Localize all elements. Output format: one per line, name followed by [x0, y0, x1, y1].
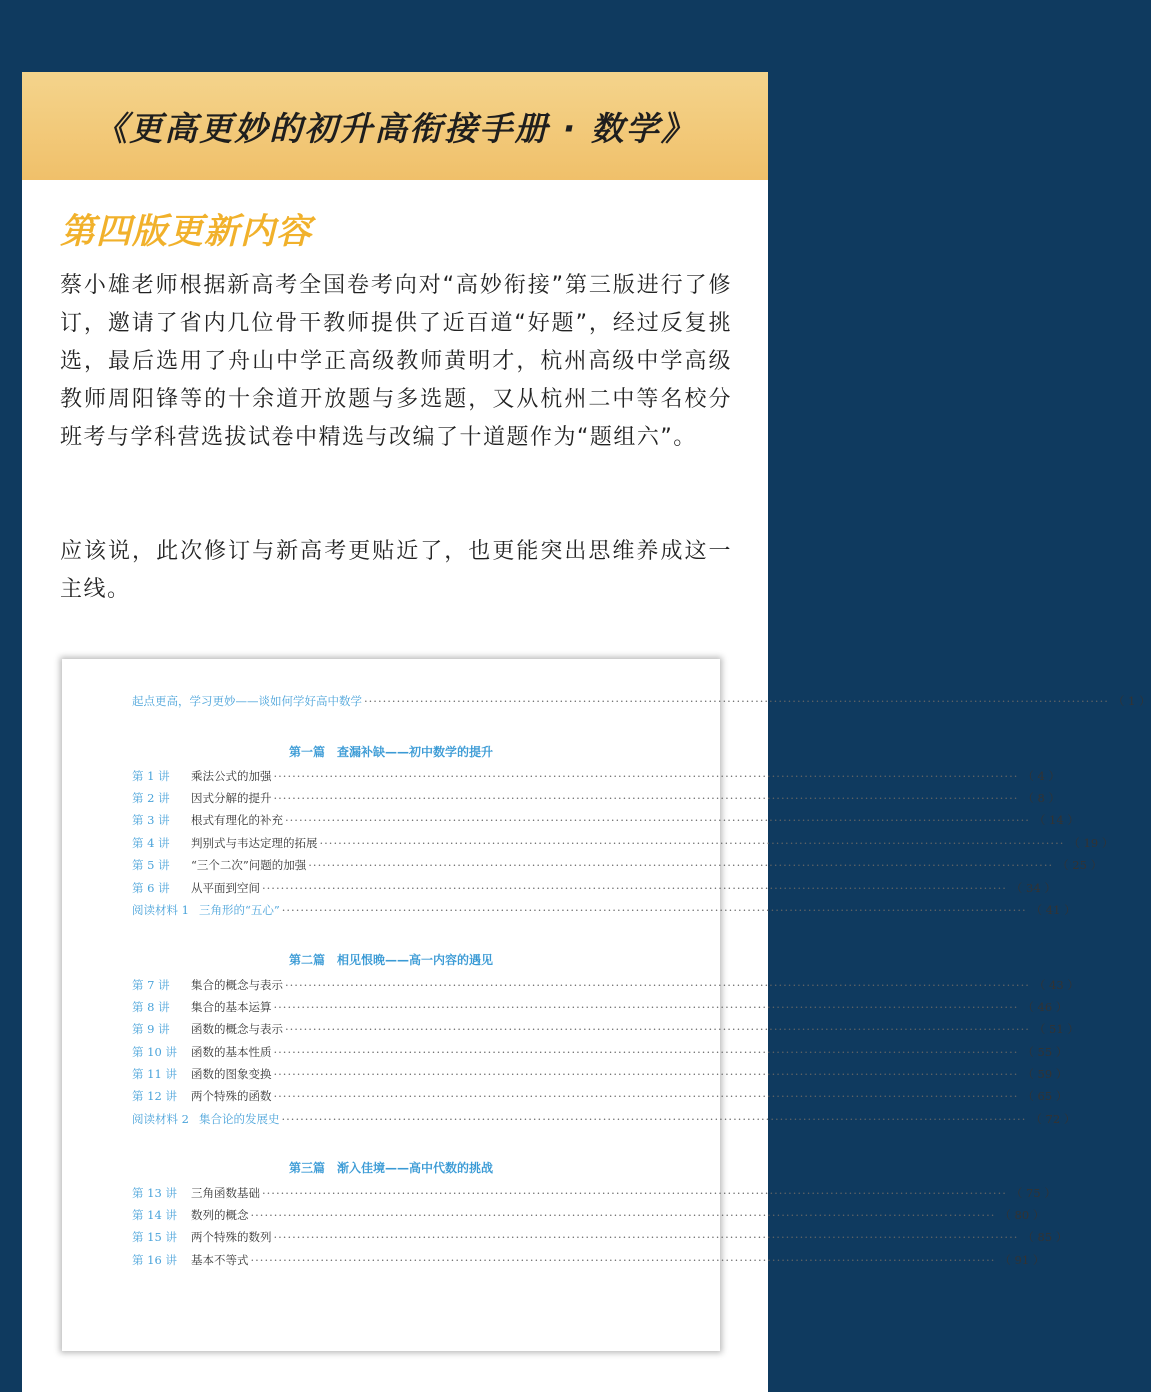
- lesson-title: 数列的概念: [191, 1208, 249, 1222]
- update-summary: 应该说，此次修订与新高考更贴近了，也更能突出思维养成这一主线。: [60, 539, 732, 602]
- toc-lesson: [132, 999, 1068, 1015]
- lesson-title: 函数的概念与表示: [191, 1022, 283, 1036]
- toc-leader-dots: ································································································································································: [319, 836, 1065, 850]
- lesson-page: （ 85 ）: [1022, 1230, 1068, 1244]
- toc-leader-dots: ································································································································································: [273, 1067, 1019, 1081]
- toc-lesson: [132, 1021, 1079, 1037]
- reading-page: （ 72 ）: [1030, 1112, 1076, 1126]
- lesson-page: （ 55 ）: [1022, 1045, 1068, 1059]
- toc-lesson: [132, 857, 1103, 873]
- lesson-title: 因式分解的提升: [191, 791, 272, 805]
- lesson-number: 第 9 讲: [132, 1022, 170, 1036]
- lesson-number: 第 1 讲: [132, 769, 170, 783]
- toc-leader-dots: ································································································································································: [285, 978, 1030, 992]
- lesson-page: （ 19 ）: [1068, 836, 1114, 850]
- lesson-title: 两个特殊的数列: [191, 1230, 272, 1244]
- lesson-number: 第 14 讲: [132, 1208, 177, 1222]
- lesson-page: （ 8 ）: [1022, 791, 1061, 805]
- toc-page-image: [62, 659, 1151, 1351]
- toc-lesson: [132, 768, 1061, 784]
- toc-leader-dots: ································································································································································: [250, 1208, 996, 1222]
- lesson-page: （ 25 ）: [1057, 858, 1103, 872]
- toc-leader-dots: ································································································································································: [285, 813, 1030, 827]
- lesson-title: 基本不等式: [191, 1253, 249, 1267]
- lesson-number: 第 10 讲: [132, 1045, 177, 1059]
- lesson-number: 第 7 讲: [132, 978, 170, 992]
- lesson-title: 三角函数基础: [191, 1186, 260, 1200]
- lesson-page: （ 59 ）: [1022, 1067, 1068, 1081]
- lesson-title: 根式有理化的补充: [191, 813, 283, 827]
- toc-lesson: [132, 1066, 1068, 1082]
- lesson-page: （ 51 ）: [1033, 1022, 1079, 1036]
- toc-leader-dots: ································································································································································: [250, 1253, 996, 1267]
- lesson-page: （ 80 ）: [999, 1208, 1045, 1222]
- toc-reading: [132, 1111, 1076, 1127]
- reading-number: 阅读材料 1: [132, 903, 189, 917]
- content-card: [22, 72, 1151, 1392]
- toc-leader-dots: ································································································································································: [262, 881, 1007, 895]
- toc-leader-dots: ································································································································································: [273, 1230, 1019, 1244]
- toc-leader-dots: ································································································································································: [273, 1000, 1019, 1014]
- reading-title: 集合论的发展史: [198, 1112, 280, 1126]
- toc-leader-dots: ································································································································································: [364, 694, 1109, 708]
- toc-reading: [132, 902, 1076, 918]
- toc-lesson: [132, 880, 1056, 896]
- lesson-page: （ 75 ）: [1010, 1186, 1056, 1200]
- lesson-title: 函数的基本性质: [191, 1045, 272, 1059]
- toc-leader-dots: ································································································································································: [262, 1186, 1007, 1200]
- lesson-number: 第 3 讲: [132, 813, 170, 827]
- toc-leader-dots: ································································································································································: [281, 903, 1027, 917]
- toc-leader-dots: ································································································································································: [273, 791, 1019, 805]
- lesson-page: （ 14 ）: [1033, 813, 1079, 827]
- lesson-number: 第 6 讲: [132, 881, 170, 895]
- toc-part-heading: 第三篇 渐入佳境——高中代数的挑战: [288, 1161, 493, 1175]
- lesson-number: 第 4 讲: [132, 836, 170, 850]
- lesson-number: 第 13 讲: [132, 1186, 177, 1200]
- lesson-number: 第 12 讲: [132, 1089, 177, 1103]
- reading-number: 阅读材料 2: [132, 1112, 189, 1126]
- toc-lesson: [132, 790, 1061, 806]
- toc-leader-dots: ································································································································································: [285, 1022, 1030, 1036]
- toc-lesson: [132, 1044, 1068, 1060]
- title-banner: [22, 72, 768, 180]
- toc-leader-dots: ································································································································································: [273, 1045, 1019, 1059]
- update-description: 蔡小雄老师根据新高考全国卷考向对“高妙衔接”第三版进行了修订，邀请了省内几位骨干教师提供了近百道“好题”，经过反复挑选，最后选用了舟山中学正高级教师黄明才，杭州高级中学高级教师周阳锋等的十余道开放题与多选题，又从杭州二中等名校分班考与学科营选拔试卷中精选与改编了十道题作为“题组六”。: [60, 273, 732, 450]
- reading-page: （ 41 ）: [1030, 903, 1076, 917]
- lesson-number: 第 15 讲: [132, 1230, 177, 1244]
- toc-lesson: [132, 1185, 1056, 1201]
- toc-entry-page: （ 1 ）: [1112, 694, 1151, 708]
- toc-lesson: [132, 1229, 1068, 1245]
- lesson-title: “三个二次”问题的加强: [191, 858, 307, 872]
- toc-entry-title: 起点更高，学习更妙——谈如何学好高中数学: [132, 694, 362, 708]
- toc-leader-dots: ································································································································································: [273, 1089, 1019, 1103]
- toc-lesson: [132, 1088, 1068, 1104]
- lesson-page: （ 46 ）: [1022, 1000, 1068, 1014]
- lesson-number: 第 5 讲: [132, 858, 170, 872]
- lesson-title: 乘法公式的加强: [191, 769, 272, 783]
- lesson-page: （ 34 ）: [1010, 881, 1056, 895]
- lesson-title: 判别式与韦达定理的拓展: [191, 836, 318, 850]
- reading-title: 三角形的“五心”: [198, 903, 280, 917]
- lesson-number: 第 2 讲: [132, 791, 170, 805]
- book-title: 《更高更妙的初升高衔接手册 · 数学》: [94, 108, 696, 148]
- lesson-title: 两个特殊的函数: [191, 1089, 272, 1103]
- toc-lesson: [132, 812, 1079, 828]
- lesson-page: （ 65 ）: [1022, 1089, 1068, 1103]
- toc-leader-dots: ································································································································································: [308, 858, 1054, 872]
- lesson-title: 集合的概念与表示: [191, 978, 283, 992]
- lesson-title: 集合的基本运算: [191, 1000, 272, 1014]
- toc-lesson: [132, 835, 1114, 851]
- toc-lesson: [132, 1252, 1045, 1268]
- lesson-page: （ 43 ）: [1033, 978, 1079, 992]
- toc-lesson: [132, 977, 1079, 993]
- toc-part-heading: 第一篇 查漏补缺——初中数学的提升: [288, 745, 493, 759]
- lesson-number: 第 8 讲: [132, 1000, 170, 1014]
- toc-intro-line: [132, 693, 1151, 709]
- toc-part-heading: 第二篇 相见恨晚——高一内容的遇见: [288, 953, 493, 967]
- lesson-page: （ 4 ）: [1022, 769, 1061, 783]
- lesson-page: （ 91 ）: [999, 1253, 1045, 1267]
- lesson-title: 函数的图象变换: [191, 1067, 272, 1081]
- lesson-number: 第 11 讲: [132, 1067, 177, 1081]
- toc-lesson: [132, 1207, 1045, 1223]
- lesson-title: 从平面到空间: [191, 881, 260, 895]
- section-title: 第四版更新内容: [60, 212, 313, 252]
- toc-leader-dots: ································································································································································: [281, 1112, 1027, 1126]
- toc-leader-dots: ································································································································································: [273, 769, 1019, 783]
- lesson-number: 第 16 讲: [132, 1253, 177, 1267]
